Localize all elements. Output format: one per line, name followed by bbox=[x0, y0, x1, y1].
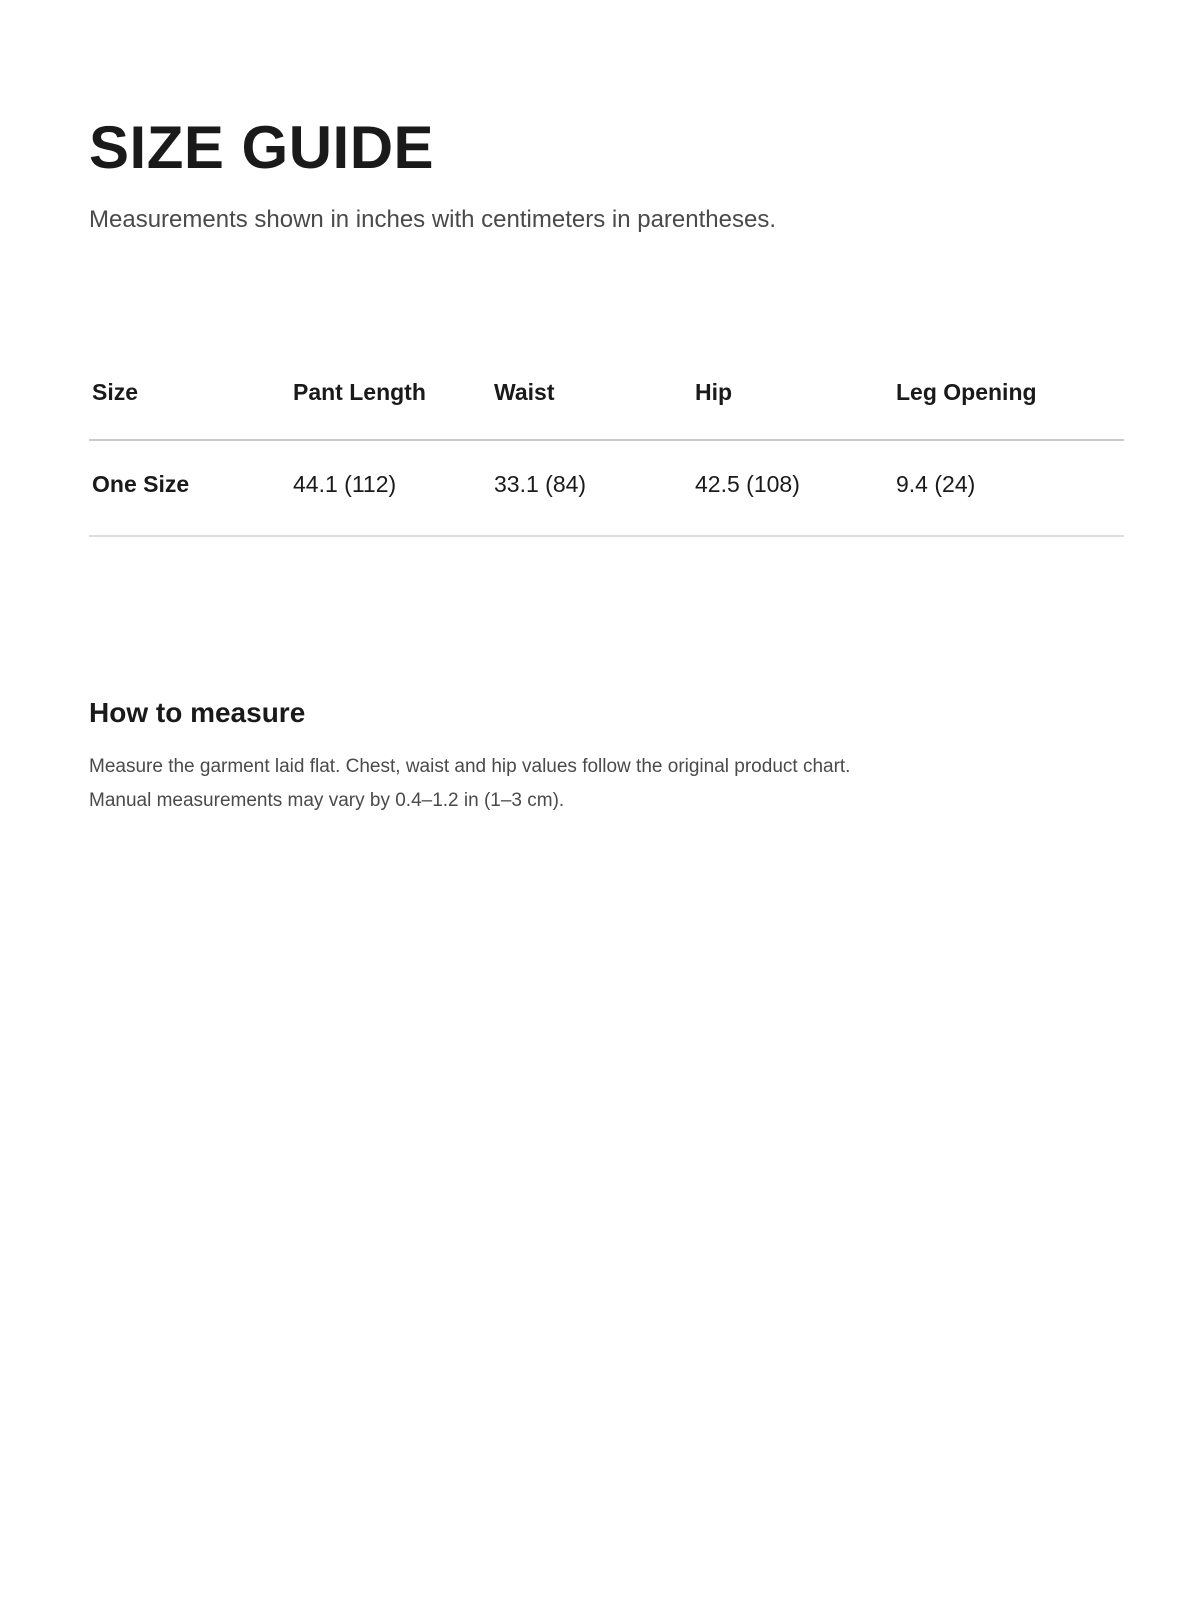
measure-instruction-line: Measure the garment laid flat. Chest, waist and hip values follow the original product chart. bbox=[89, 756, 851, 777]
measure-variance-line: Manual measurements may vary by 0.4–1.2 in (1–3 cm). bbox=[89, 790, 565, 811]
page-title: SIZE GUIDE bbox=[89, 114, 435, 181]
table-body bbox=[89, 440, 1124, 536]
cell-size: One Size bbox=[89, 440, 290, 536]
table-row bbox=[89, 440, 1124, 536]
how-to-measure-text bbox=[89, 750, 850, 818]
cell-pant-length: 44.1 (112) bbox=[290, 440, 491, 536]
cell-hip: 42.5 (108) bbox=[692, 440, 893, 536]
column-header-waist: Waist bbox=[491, 360, 692, 440]
cell-waist: 33.1 (84) bbox=[491, 440, 692, 536]
table-header bbox=[89, 360, 1124, 440]
column-header-pant-length: Pant Length bbox=[290, 360, 491, 440]
how-to-measure-heading: How to measure bbox=[89, 697, 306, 728]
column-header-hip: Hip bbox=[692, 360, 893, 440]
table-header-row bbox=[89, 360, 1124, 440]
column-header-size: Size bbox=[89, 360, 290, 440]
page-subtitle: Measurements shown in inches with centimeters in parentheses. bbox=[89, 206, 776, 233]
column-header-leg-opening: Leg Opening bbox=[893, 360, 1124, 440]
cell-leg-opening: 9.4 (24) bbox=[893, 440, 1124, 536]
size-table bbox=[89, 360, 1124, 537]
